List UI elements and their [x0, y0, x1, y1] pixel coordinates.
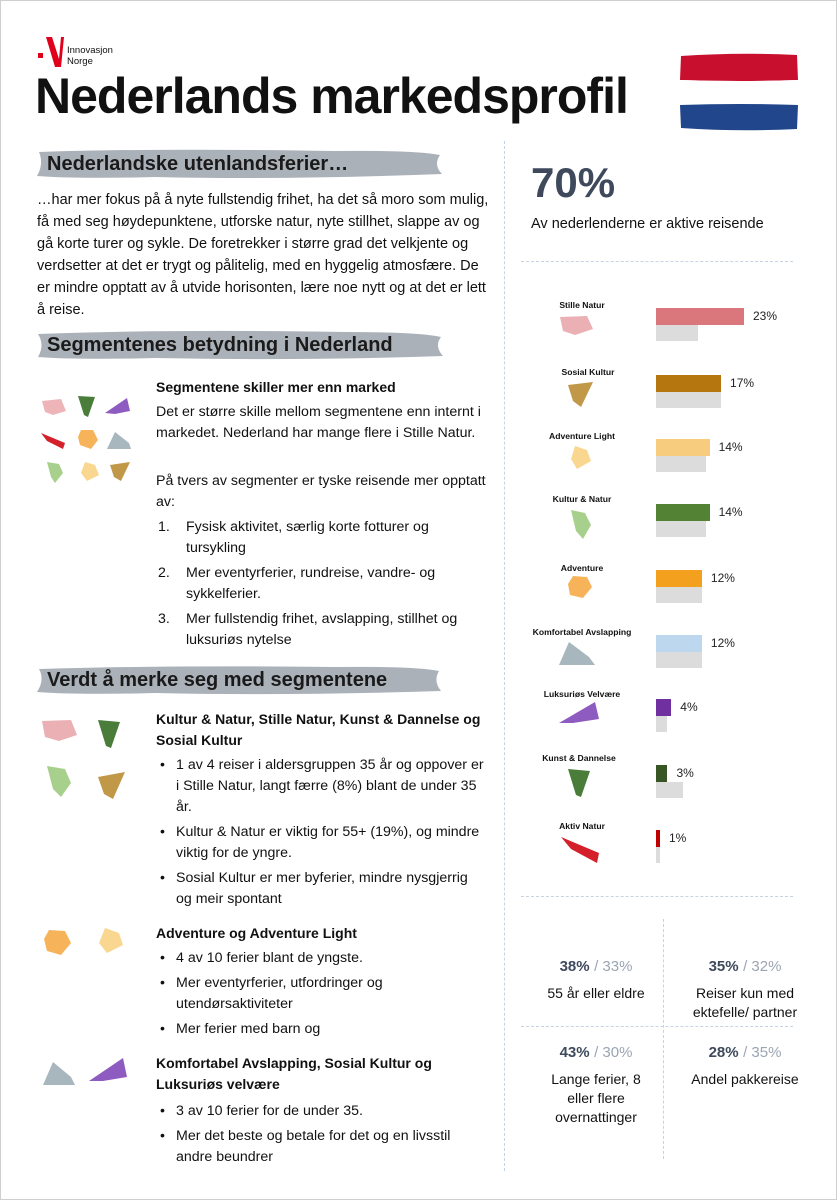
- chart-bar: [656, 765, 667, 782]
- stat-ref-value: / 35%: [743, 1044, 782, 1061]
- chart-data-label: 12%: [710, 571, 735, 585]
- divider-line: [521, 896, 793, 897]
- chart-bar-reference: [656, 716, 667, 732]
- stat-caption: Andel pakkereise: [691, 1071, 799, 1087]
- column-divider: [504, 141, 505, 1171]
- stille-natur-shape-icon: [557, 313, 597, 343]
- chart-data-label: 4%: [680, 700, 698, 714]
- innovasjon-norge-logo: [37, 35, 147, 67]
- section-heading-utenlandsferier: [35, 147, 445, 181]
- segment-numbered-list: [156, 517, 481, 655]
- komfortabel-shape-icon: [41, 1059, 79, 1089]
- stille-natur-shape-icon: [39, 717, 81, 751]
- adventure-light-shape-icon: [77, 459, 101, 485]
- group-3-bullets: [156, 1101, 486, 1172]
- komfortabel-shape-icon: [105, 429, 133, 453]
- list-item: • 4 av 10 ferier blant de yngste.: [156, 948, 486, 969]
- stat-ref-value: / 32%: [743, 958, 782, 975]
- chart-data-label: 17%: [730, 376, 755, 390]
- segment-paragraph-1: Det er større skille mellom segmentene enn internt i markedet. Nederland har mange flere i Stille Natur.: [156, 404, 481, 441]
- aktiv-natur-shape-icon: [559, 833, 605, 867]
- netherlands-flag-icon: [679, 53, 799, 131]
- adventure-shape-icon: [75, 427, 101, 453]
- section-heading-verdt: [35, 663, 445, 697]
- page-title: Nederlands markedsprofil: [35, 68, 628, 124]
- komfortabel-shape-icon: [557, 639, 599, 669]
- adventure-light-shape-icon: [95, 925, 127, 959]
- chart-bar-reference: [656, 392, 721, 408]
- chart-bar: [656, 830, 660, 847]
- chart-bar-reference: [656, 847, 660, 863]
- logo-line-1: Innovasjon: [67, 45, 113, 56]
- stat-card: [665, 1044, 825, 1089]
- group-1-bullets: [156, 755, 486, 914]
- list-item: 2. Mer eventyrferier, rundreise, vandre- og sykkelferier.: [158, 565, 436, 602]
- kultur-natur-shape-icon: [43, 459, 67, 487]
- list-item: • Mer det beste og betale for det og en livsstil andre beundrer: [156, 1126, 486, 1168]
- section-heading-text: Segmentenes betydning i Nederland: [47, 334, 393, 356]
- chart-data-label: 14%: [718, 440, 743, 454]
- stat-value: 28%: [708, 1044, 739, 1061]
- stat-value: 38%: [559, 958, 590, 975]
- chart-category-label: Aktiv Natur: [559, 821, 605, 831]
- list-item: • 1 av 4 reiser i aldersgruppen 35 år og oppover er i Stille Natur, langt færre (8%) blant de under 35 år.: [156, 755, 486, 818]
- list-item: • Mer eventyrferier, utfordringer og utendørsaktiviteter: [156, 973, 486, 1015]
- section-heading-text: Verdt å merke seg med segmentene: [47, 669, 388, 691]
- divider-line: [521, 1026, 793, 1027]
- chart-data-label: 14%: [718, 505, 743, 519]
- list-item: • Kultur & Natur er viktig for 55+ (19%), og mindre viktig for de yngre.: [156, 822, 486, 864]
- chart-bar-reference: [656, 456, 706, 472]
- chart-bar-reference: [656, 587, 702, 603]
- luksurios-velvaere-shape-icon: [103, 395, 133, 419]
- kultur-natur-shape-icon: [567, 507, 597, 547]
- sosial-kultur-shape-icon: [565, 379, 597, 411]
- luksurios-velvaere-shape-icon: [557, 699, 603, 729]
- divider-line: [521, 261, 793, 262]
- chart-data-label: 12%: [710, 636, 735, 650]
- section-heading-segmentenes: [35, 328, 445, 362]
- stat-caption: 55 år eller eldre: [547, 985, 645, 1001]
- kunst-dannelse-shape-icon: [76, 393, 98, 423]
- chart-bar-reference: [656, 521, 706, 537]
- chart-bar: [656, 699, 671, 716]
- chart-bar-reference: [656, 652, 702, 668]
- adventure-shape-icon: [41, 927, 75, 959]
- logo-line-2: Norge: [67, 56, 93, 67]
- group-2-title: Adventure og Adventure Light: [156, 925, 357, 941]
- chart-category-label: Kunst & Dannelse: [542, 753, 616, 763]
- chart-bar: [656, 635, 702, 652]
- chart-data-label: 1%: [669, 831, 687, 845]
- chart-bar: [656, 375, 721, 392]
- list-item: • Sosial Kultur er mer byferier, mindre nysgjerrig og meir spontant: [156, 868, 486, 910]
- stat-value: 35%: [708, 958, 739, 975]
- chart-category-label: Adventure Light: [549, 431, 615, 441]
- chart-bar: [656, 570, 702, 587]
- kpi-caption: Av nederlenderne er aktive reisende: [531, 216, 764, 232]
- sosial-kultur-shape-icon: [95, 769, 129, 805]
- aktiv-natur-shape-icon: [39, 429, 69, 453]
- stat-ref-value: / 33%: [594, 958, 633, 975]
- chart-bar: [656, 439, 710, 456]
- kpi-value: 70%: [531, 159, 616, 206]
- stille-natur-shape-icon: [39, 397, 69, 419]
- group-2-bullets: [156, 948, 486, 1044]
- chart-category-label: Sosial Kultur: [561, 367, 615, 377]
- list-item: 3. Mer fullstendig frihet, avslapping, stillhet og luksuriøs nytelse: [158, 611, 458, 648]
- chart-bar: [656, 308, 744, 325]
- chart-category-label: Stille Natur: [559, 300, 605, 310]
- chart-category-label: Komfortabel Avslapping: [532, 627, 632, 637]
- adventure-light-shape-icon: [567, 443, 595, 475]
- chart-bar: [656, 504, 710, 521]
- logo-mark-icon: [37, 35, 65, 69]
- kunst-dannelse-shape-icon: [95, 716, 123, 754]
- segment-paragraph-2: På tvers av segmenter er tyske reisende mer opptatt av:: [156, 473, 486, 510]
- intro-paragraph: …har mer fokus på å nyte fullstendig frihet, ha det så moro som mulig, få med seg høydepunktene, utforske natur, nyte stillhet, slappe av og gå korte turer og sykle. De foretrekker i større grad det velkjente og verdsetter at det er trygt og pålitelig, med en hyggelig atmosfære. De er mindre opptatt av å utvide horisonten, lære noe nytt og at det er lett å reise.: [37, 192, 489, 318]
- stat-card: [516, 958, 676, 1003]
- chart-category-label: Adventure: [560, 563, 604, 573]
- chart-bar-reference: [656, 782, 683, 798]
- chart-data-label: 3%: [676, 766, 694, 780]
- list-item: 1. Fysisk aktivitet, særlig korte fotturer og tursykling: [158, 519, 429, 556]
- luksurios-velvaere-shape-icon: [87, 1055, 131, 1087]
- chart-bar-reference: [656, 325, 698, 341]
- list-item: • 3 av 10 ferier for de under 35.: [156, 1101, 486, 1122]
- chart-category-label: Kultur & Natur: [552, 494, 612, 504]
- segment-subheading: Segmentene skiller mer enn marked: [156, 379, 396, 395]
- chart-category-label: Luksuriøs Velvære: [543, 689, 621, 699]
- kultur-natur-shape-icon: [43, 763, 77, 803]
- chart-data-label: 23%: [753, 309, 778, 323]
- sosial-kultur-shape-icon: [107, 459, 133, 487]
- group-3-title: Komfortabel Avslapping, Sosial Kultur og Luksuriøs velvære: [156, 1055, 432, 1092]
- list-item: • Mer ferier med barn og: [156, 1019, 486, 1040]
- group-1-title: Kultur & Natur, Stille Natur, Kunst & Dannelse og Sosial Kultur: [156, 711, 481, 748]
- stat-ref-value: / 30%: [594, 1044, 633, 1061]
- stat-card: [516, 1044, 676, 1127]
- stat-value: 43%: [559, 1044, 590, 1061]
- stat-caption: Reiser kun med ektefelle/ partner: [692, 985, 798, 1020]
- kunst-dannelse-shape-icon: [565, 765, 593, 803]
- section-heading-text: Nederlandske utenlandsferier…: [47, 153, 349, 175]
- stat-caption: Lange ferier, 8 eller flere overnattinger: [551, 1071, 641, 1125]
- stat-card: [665, 958, 825, 1022]
- adventure-shape-icon: [565, 573, 595, 603]
